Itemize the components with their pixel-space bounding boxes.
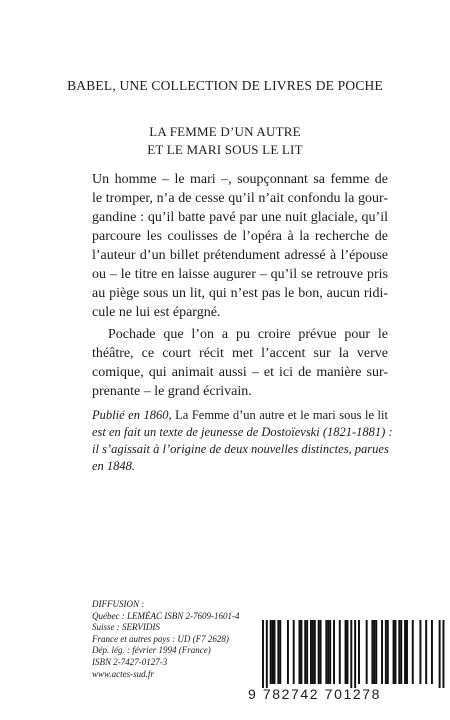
text-line: [92, 407, 388, 424]
barcode-bar: [314, 620, 316, 684]
barcode-bar: [304, 620, 306, 684]
work-title: La Femme d’un autre et le mari sous le lit: [171, 408, 388, 422]
barcode-bar: [387, 620, 389, 684]
barcode-bar: [270, 620, 272, 684]
barcode-bar: [400, 620, 402, 684]
publication-date: Publié en 1860,: [92, 408, 172, 422]
isbn: ISBN 2-7427-0127-3: [92, 656, 168, 667]
barcode-bar: [318, 620, 320, 684]
barcode-bar: [381, 620, 383, 684]
barcode-bar: [327, 620, 329, 684]
barcode-bar: [262, 620, 264, 688]
diffusion-heading: DIFFUSION :: [92, 599, 145, 609]
barcode-bar: [346, 620, 348, 684]
barcode-bar: [350, 620, 352, 688]
text-line: l’auteur d’un billet prétendument adressé à l’épouse: [92, 248, 388, 263]
barcode-bar: [339, 620, 341, 684]
barcode-bar: [442, 620, 444, 688]
text-line: en 1848.: [92, 459, 136, 473]
barcode-bar: [406, 620, 408, 684]
text-line: le tromper, n’a de cesse qu’il n’ait confondu la gour-: [92, 191, 388, 206]
barcode-bar: [373, 620, 375, 684]
barcode-bar: [354, 620, 356, 688]
diffusion-suisse: Suisse : SERVIDIS: [92, 622, 160, 633]
barcode-bar: [358, 620, 360, 684]
barcode-bar: [310, 620, 312, 684]
barcode-bar: [419, 620, 421, 684]
barcode-digits: 9 782742 701278: [248, 686, 381, 702]
text-line: théâtre, ce court récit met l’accent sur la verve: [92, 346, 388, 361]
text-line: Pochade que l’on a pu croire prévue pour le: [108, 327, 388, 342]
blurb-paragraph-2: [92, 325, 388, 401]
barcode-bar: [277, 620, 279, 684]
barcode-bar: [306, 620, 308, 684]
text-line: est en fait un texte de jeunesse de Dostoïevski (1821-1881) :: [92, 425, 393, 439]
barcode-bar: [293, 620, 295, 684]
diffusion-quebec: Québec : LEMÉAC ISBN 2-7609-1601-4: [92, 610, 240, 621]
publication-note: [92, 407, 393, 475]
barcode-bar: [272, 620, 274, 684]
text-line: prenante – le grand écrivain.: [92, 384, 252, 399]
barcode-bar: [398, 620, 400, 684]
barcode-bar: [431, 620, 433, 684]
legal-deposit: Dép. lég. : février 1994 (France): [92, 645, 211, 656]
barcode-bar: [345, 620, 347, 684]
barcode-bar: [412, 620, 414, 684]
barcode: [248, 618, 448, 710]
barcode-bar: [298, 620, 300, 684]
barcode-bar: [274, 620, 276, 684]
blurb: [92, 170, 388, 401]
text-line: cule ne lui est épargné.: [92, 305, 221, 320]
book-title-line-2: ET LE MARI SOUS LE LIT: [147, 142, 303, 157]
barcode-bar: [300, 620, 302, 684]
barcode-bar: [394, 620, 396, 684]
barcode-bar: [325, 620, 327, 684]
barcode-bar: [425, 620, 427, 684]
collection-heading: BABEL, UNE COLLECTION DE LIVRES DE POCHE: [67, 78, 383, 93]
barcode-bar: [320, 620, 322, 684]
blurb-paragraph-1: [92, 170, 388, 322]
text-line: gandine : qu’il batte pavé par une nuit glaciale, qu’il: [92, 210, 388, 225]
barcode-bars: [248, 618, 448, 688]
diffusion-france: France et autres pays : UD (F7 2628): [92, 633, 229, 644]
text-line: comique, qui animait aussi – et ici de manière sur-: [92, 365, 388, 380]
barcode-bar: [333, 620, 335, 684]
barcode-bar: [404, 620, 406, 684]
barcode-bar: [393, 620, 395, 684]
text-line: au piège sous un lit, qui n’est pas le bon, aucun ridi-: [92, 286, 388, 301]
barcode-bar: [439, 620, 441, 688]
text-line: il s’agissait à l’origine de deux nouvelles distinctes, parues: [92, 442, 389, 456]
barcode-bar: [287, 620, 289, 684]
barcode-bar: [375, 620, 377, 684]
website-link[interactable]: www.actes-sud.fr: [92, 668, 154, 679]
barcode-bar: [279, 620, 281, 684]
barcode-bar: [385, 620, 387, 684]
text-line: ou – le titre en laisse augurer – qu’il se retrouve pris: [92, 267, 388, 282]
barcode-bar: [266, 620, 268, 688]
barcode-bar: [366, 620, 368, 684]
book-title: [0, 123, 450, 159]
barcode-bar: [371, 620, 373, 684]
text-line: parcoure les coulisses de l’opéra à la recherche de: [92, 229, 388, 244]
barcode-bar: [329, 620, 331, 684]
text-line: Un homme – le mari –, soupçonnant sa femme de: [92, 172, 388, 187]
barcode-bar: [312, 620, 314, 684]
book-title-line-1: LA FEMME D’UN AUTRE: [149, 124, 301, 139]
